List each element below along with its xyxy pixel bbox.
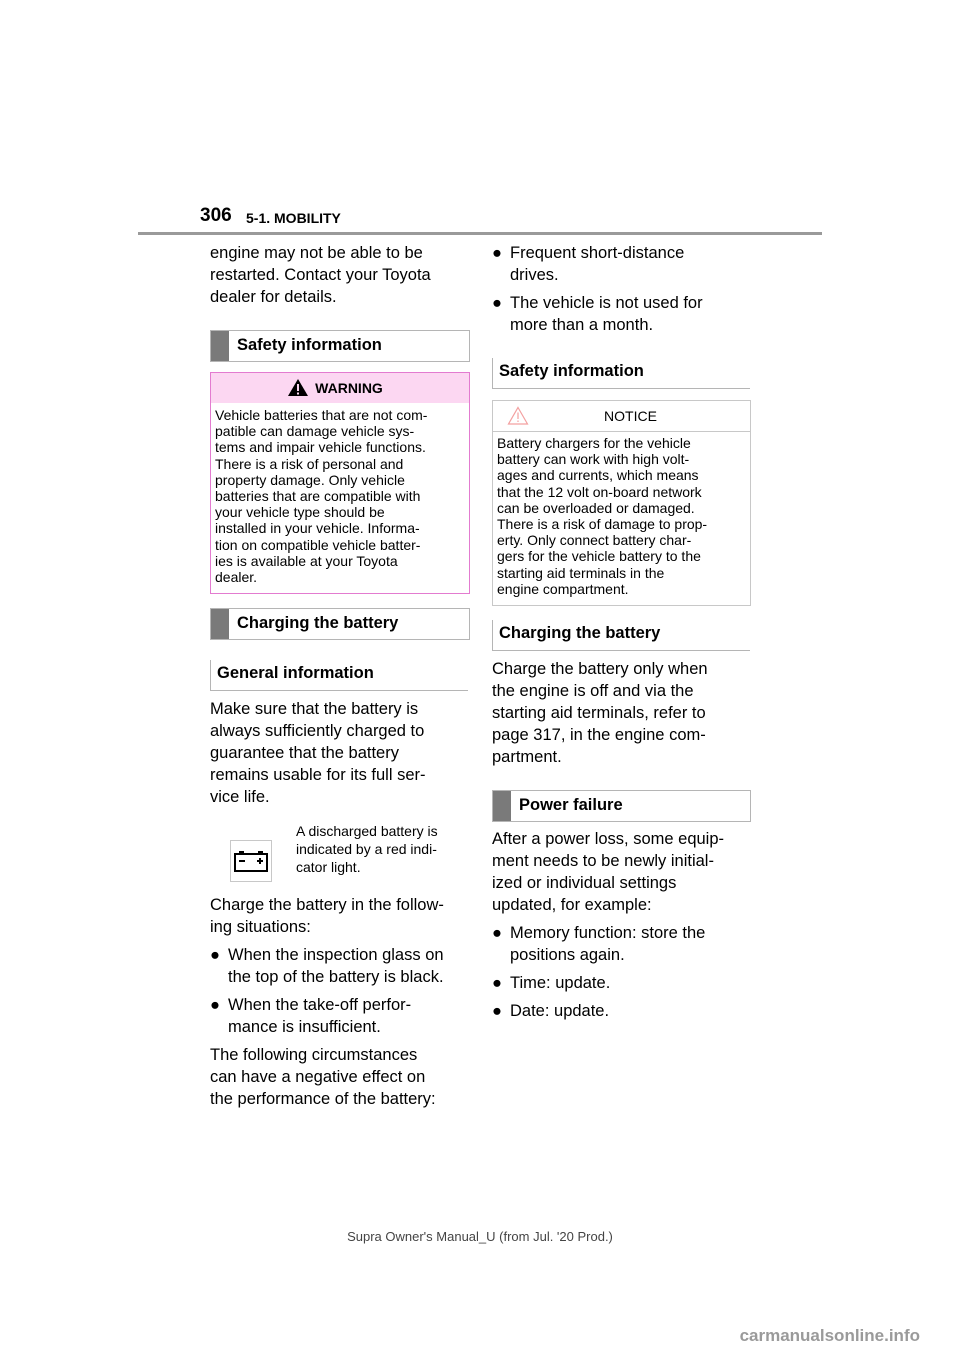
charging-battery-heading-right: Charging the battery xyxy=(492,620,750,652)
list-item: ● Time: update. xyxy=(492,974,611,992)
general-information-text: Make sure that the battery is always sufficiently charged to guarantee that the battery remains usable for its full ser- vice life. xyxy=(210,700,426,806)
charging-instructions-text: Charge the battery only when the engine is off and via the starting aid terminals, refer to page 317, in the engine com- partment. xyxy=(492,660,708,766)
battery-indicator-cell xyxy=(230,840,272,882)
page-number: 306 xyxy=(200,205,232,226)
watermark: carmanualsonline.info xyxy=(739,1326,920,1345)
safety-information-heading-right: Safety information xyxy=(492,358,750,390)
circumstances-text: The following circumstances can have a negative effect on the performance of the battery: xyxy=(210,1046,436,1108)
bullet-icon: ● xyxy=(492,294,502,312)
charging-battery-heading: Charging the battery xyxy=(210,608,470,640)
charge-situations-text: Charge the battery in the follow- ing situations: xyxy=(210,896,444,936)
notice-label: NOTICE xyxy=(604,408,657,424)
warning-label: WARNING xyxy=(315,380,383,396)
bullet-icon: ● xyxy=(210,996,220,1014)
power-failure-text: After a power loss, some equip- ment needs to be newly initial- ized or individual settings updated, for example: xyxy=(492,830,725,914)
general-information-heading: General information xyxy=(210,660,468,692)
safety-information-heading: Safety information xyxy=(210,330,470,362)
footer-text: Supra Owner's Manual_U (from Jul. '20 Prod.) xyxy=(347,1229,613,1244)
bullet-icon: ● xyxy=(210,946,220,964)
section-label: 5-1. MOBILITY xyxy=(246,210,341,226)
notice-box xyxy=(492,400,751,606)
battery-indicator-icon xyxy=(233,849,269,873)
list-item: ● When the inspection glass on the top of the battery is black. xyxy=(210,946,444,986)
bullet-icon: ● xyxy=(492,924,502,942)
list-item: ● Date: update. xyxy=(492,1002,610,1020)
intro-paragraph: engine may not be able to be restarted. Contact your Toyota dealer for details. xyxy=(210,244,431,306)
battery-indicator-note: A discharged battery is indicated by a red indi- cator light. xyxy=(296,823,438,875)
bullet-icon: ● xyxy=(492,974,502,992)
warning-header xyxy=(211,373,469,403)
warning-box xyxy=(210,372,470,594)
list-item: ● Frequent short-distance drives. xyxy=(492,244,685,284)
header-rule xyxy=(138,232,822,235)
notice-header xyxy=(493,401,750,432)
bullet-icon: ● xyxy=(492,244,502,262)
list-item: ● Memory function: store the positions again. xyxy=(492,924,706,964)
bullet-icon: ● xyxy=(492,1002,502,1020)
warning-text: Vehicle batteries that are not com- patible can damage vehicle sys- tems and impair vehicle functions. There is a risk of personal and property damage. Only vehicle batteries that are compatible with your vehicle type should be installed in your vehicle. Informa- tion on compatible vehicle batter- ies is available at your Toyota dealer. xyxy=(215,407,428,586)
list-item: ● The vehicle is not used for more than a month. xyxy=(492,294,703,334)
list-item: ● When the take-off perfor- mance is insufficient. xyxy=(210,996,412,1036)
power-failure-heading: Power failure xyxy=(492,790,751,822)
notice-text: Battery chargers for the vehicle battery can work with high volt- ages and currents, which means that the 12 volt on-board network can be overloaded or damaged. There is a risk of damage to prop- erty. Only connect battery char- gers for the vehicle battery to the starting aid terminals in the engine compartment. xyxy=(497,435,708,597)
